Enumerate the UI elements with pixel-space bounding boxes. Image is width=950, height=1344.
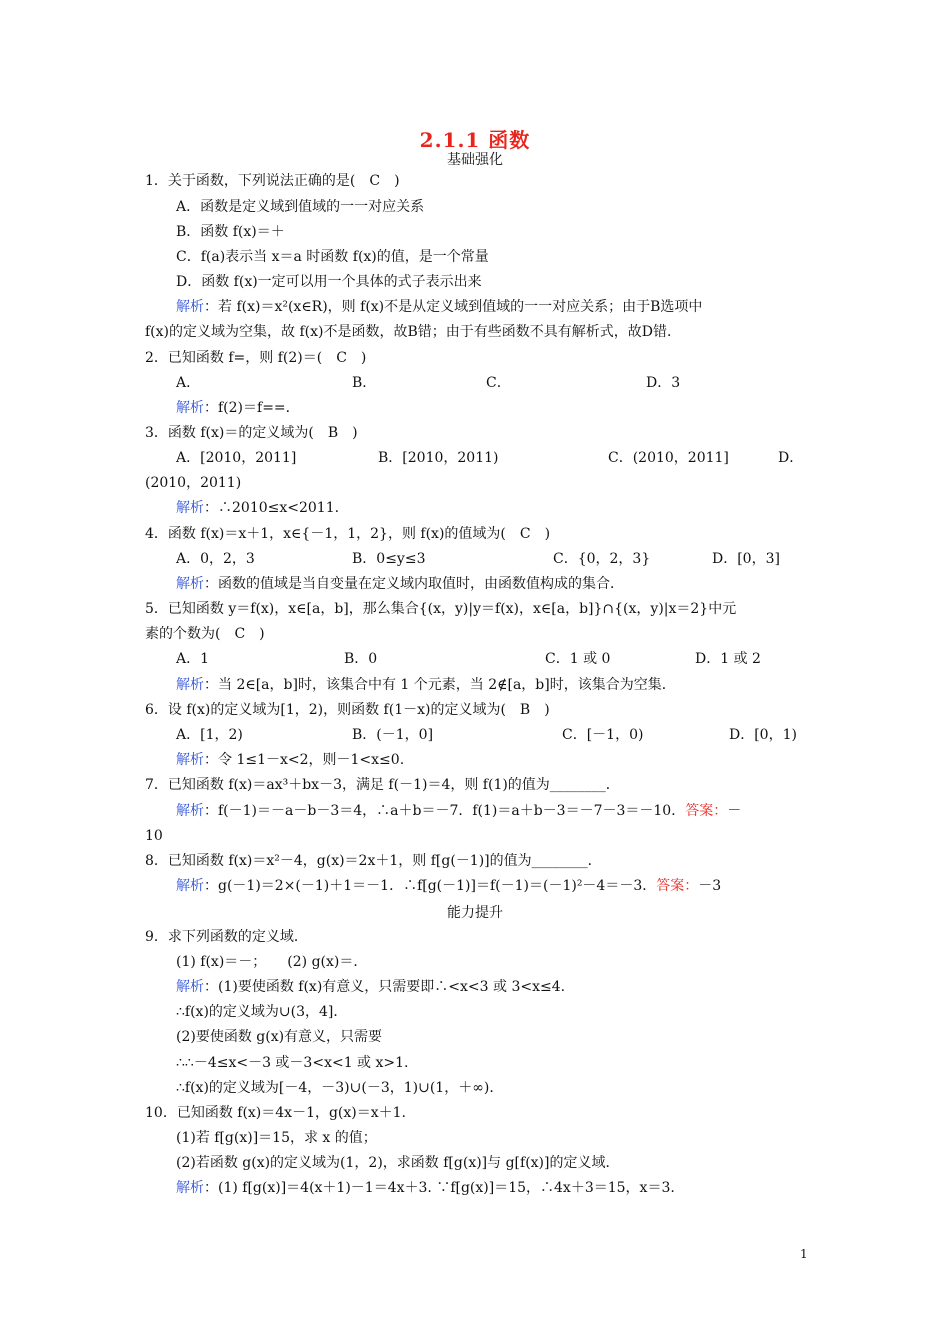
q2-option-d: D．3 xyxy=(646,375,681,391)
analysis-label: 解析 xyxy=(176,878,204,894)
section-basic: 基础强化 xyxy=(447,152,503,168)
q4-analysis: 解析：函数的值域是当自变量在定义域内取值时，由函数值构成的集合． xyxy=(176,576,624,592)
q10-stem: 10．已知函数 f(x)＝4x－1，g(x)＝x＋1. xyxy=(145,1105,407,1121)
q3-option-d-cont: (2010，2011) xyxy=(145,475,242,491)
page-number: 1 xyxy=(800,1247,808,1261)
q9-stem: 9．求下列函数的定义域． xyxy=(145,929,308,945)
q10-part-2: (2)若函数 g(x)的定义域为(1，2)，求函数 f[g(x)]与 g[f(x)]的定义域． xyxy=(176,1155,620,1171)
q3-stem: 3．函数 f(x)＝的定义域为( B ) xyxy=(145,425,358,441)
q9-analysis-line: ∴∴－4≤x<－3 或－3<x<1 或 x>1. xyxy=(176,1055,409,1071)
analysis-label: 解析 xyxy=(176,400,204,416)
q1-option-b: B．函数 f(x)＝＋ xyxy=(176,224,285,240)
q2-option-c: C． xyxy=(486,375,511,391)
q10-analysis: 解析：(1) f[g(x)]＝4(x＋1)－1＝4x＋3. ∵f[g(x)]＝15，∴4x＋3＝15，x＝3. xyxy=(176,1180,675,1196)
q5-option-c: C．1 或 0 xyxy=(545,651,611,667)
q6-option-b: B．(－1，0] xyxy=(352,727,434,743)
q5-option-b: B．0 xyxy=(344,651,378,667)
analysis-label: 解析 xyxy=(176,752,204,768)
analysis-label: 解析 xyxy=(176,576,204,592)
page-title: 2.1.1 函数 xyxy=(419,128,531,152)
q4-stem: 4．函数 f(x)＝x＋1，x∈{－1，1，2}，则 f(x)的值域为( C ) xyxy=(145,526,551,542)
q4-option-c: C．{0，2，3} xyxy=(553,551,651,567)
q5-analysis: 解析：当 2∈[a，b]时，该集合中有 1 个元素，当 2∉[a，b]时，该集合为空集． xyxy=(176,677,676,693)
q9-analysis-line: ∴f(x)的定义域为∪(3，4]． xyxy=(176,1004,348,1020)
analysis-label: 解析 xyxy=(176,299,204,315)
q8-stem: 8．已知函数 f(x)＝x²－4，g(x)＝2x＋1，则 f[g(－1)]的值为________． xyxy=(145,853,602,869)
q2-option-a: A． xyxy=(176,375,201,391)
q5-option-a: A．1 xyxy=(176,651,210,667)
q8-analysis: 解析：g(－1)＝2×(－1)＋1＝－1．∴f[g(－1)]＝f(－1)＝(－1)²－4＝－3．答案：－3 xyxy=(176,878,722,894)
q4-option-a: A．0，2，3 xyxy=(176,551,255,567)
q7-answer-cont: 10 xyxy=(145,828,163,844)
q6-analysis: 解析：令 1≤1－x<2，则－1<x≤0. xyxy=(176,752,405,768)
q4-option-d: D．[0，3] xyxy=(712,551,780,567)
q5-stem-cont: 素的个数为( C ) xyxy=(145,626,265,642)
q7-analysis: 解析：f(－1)＝－a－b－3＝4，∴a＋b＝－7．f(1)＝a＋b－3＝－7－3＝－10．答案：－ xyxy=(176,803,742,819)
q6-stem: 6．设 f(x)的定义域为[1，2)，则函数 f(1－x)的定义域为( B ) xyxy=(145,702,550,718)
q6-option-a: A．[1，2) xyxy=(176,727,243,743)
q3-option-c: C．(2010，2011] xyxy=(608,450,729,466)
answer-label: 答案： xyxy=(685,803,728,819)
q7-stem: 7．已知函数 f(x)＝ax³＋bx－3，满足 f(－1)＝4，则 f(1)的值为________． xyxy=(145,777,620,793)
q9-analysis-line: ∴f(x)的定义域为[－4，－3)∪(－3，1)∪(1，＋∞)． xyxy=(176,1080,504,1096)
q3-option-a: A．[2010，2011] xyxy=(176,450,297,466)
q9-analysis: 解析：(1)要使函数 f(x)有意义，只需要即∴<x<3 或 3<x≤4. xyxy=(176,979,566,995)
q10-part-1: (1)若 f[g(x)]＝15，求 x 的值； xyxy=(176,1130,377,1146)
q9-analysis-line: (2)要使函数 g(x)有意义，只需要 xyxy=(176,1029,383,1045)
q6-option-c: C．[－1，0) xyxy=(562,727,644,743)
q4-option-b: B．0≤y≤3 xyxy=(352,551,426,567)
q3-option-d: D． xyxy=(778,450,804,466)
q3-option-b: B．[2010，2011) xyxy=(378,450,499,466)
answer-label: 答案： xyxy=(656,878,699,894)
q6-option-d: D．[0，1) xyxy=(729,727,797,743)
q2-option-b: B． xyxy=(352,375,377,391)
analysis-label: 解析 xyxy=(176,979,204,995)
q1-analysis: 解析：若 f(x)＝x²(x∈R)，则 f(x)不是从定义域到值域的一一对应关系；由于B选项中 xyxy=(176,299,703,315)
q9-parts: (1) f(x)＝－； (2) g(x)＝． xyxy=(176,954,368,970)
q2-stem: 2．已知函数 f=，则 f(2)＝( C ) xyxy=(145,350,367,366)
q1-option-a: A．函数是定义域到值域的一一对应关系 xyxy=(176,199,425,215)
analysis-label: 解析 xyxy=(176,1180,204,1196)
q1-option-d: D．函数 f(x)一定可以用一个具体的式子表示出来 xyxy=(176,274,482,290)
q5-option-d: D．1 或 2 xyxy=(695,651,761,667)
q1-stem: 1．关于函数，下列说法正确的是( C ) xyxy=(145,173,400,189)
section-advanced: 能力提升 xyxy=(447,905,503,921)
q5-stem: 5．已知函数 y＝f(x)，x∈[a，b]，那么集合{(x，y)|y＝f(x)，x∈[a，b]}∩{(x，y)|x＝2}中元 xyxy=(145,601,737,617)
q1-option-c: C．f(a)表示当 x＝a 时函数 f(x)的值，是一个常量 xyxy=(176,249,489,265)
analysis-label: 解析 xyxy=(176,500,204,516)
q2-analysis: 解析：f(2)＝f==． xyxy=(176,400,300,416)
q1-analysis-cont: f(x)的定义域为空集，故 f(x)不是函数，故B错；由于有些函数不具有解析式，故D错． xyxy=(145,324,681,340)
analysis-label: 解析 xyxy=(176,677,204,693)
q3-analysis: 解析：∴2010≤x<2011. xyxy=(176,500,340,516)
analysis-label: 解析 xyxy=(176,803,204,819)
